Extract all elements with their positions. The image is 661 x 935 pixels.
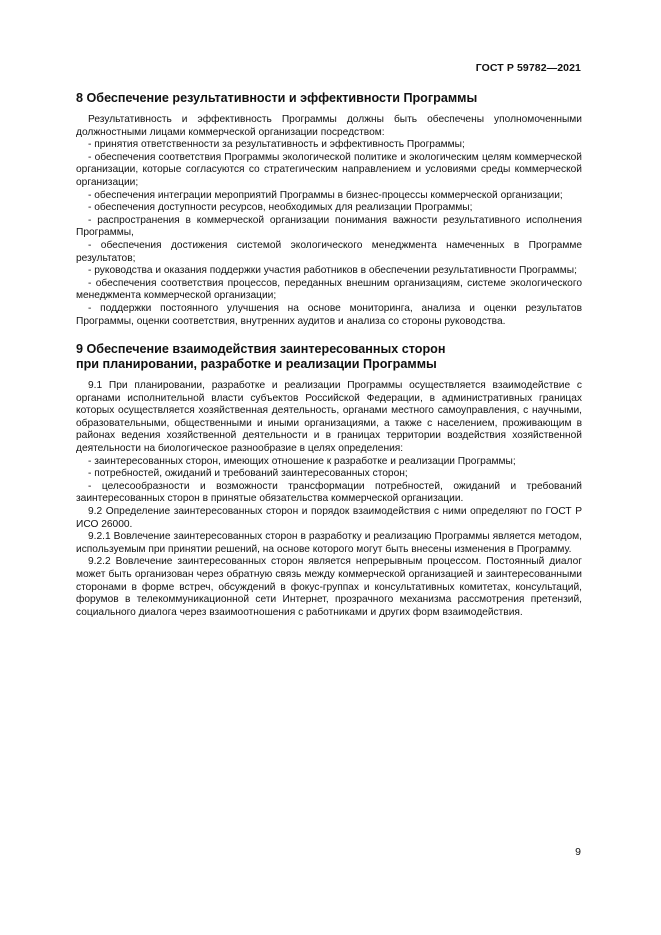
page-number: 9 xyxy=(575,846,581,858)
paragraph: 9.2.1 Вовлечение заинтересованных сторон в разработку и реализацию Программы является методом, используемым при принятии решений, на основе которого могут быть внесены изменения в Программу. xyxy=(76,531,582,555)
section-9-title xyxy=(76,342,582,372)
paragraph: 9.1 При планировании, разработке и реализации Программы осуществляется взаимодействие с органами исполнительной власти субъектов Российской Федерации, в административных границах которых осуществляется хозяйственная деятельность, органами местного самоуправления, с научными, образовательными, общественными и иными организациями, а также с населением, проживающим в районах ведения хозяйственной деятельности и в границах территории воздействия хозяйственной деятельности на биологическое разнообразие в целях определения: xyxy=(76,380,582,455)
list-item: - поддержки постоянного улучшения на основе мониторинга, анализа и оценки результатов Программы, оценки соответствия, внутренних аудитов и анализа со стороны руководства. xyxy=(76,302,582,327)
list-item: - потребностей, ожиданий и требований заинтересованных сторон; xyxy=(88,468,408,480)
list-item: - принятия ответственности за результативность и эффективность Программы; xyxy=(88,139,465,151)
section-9 xyxy=(76,342,582,619)
section-9-title-line-1: 9 Обеспечение взаимодействия заинтересованных сторон xyxy=(76,342,446,357)
list-item: - распространения в коммерческой организации понимания важности результативного исполнения Программы, xyxy=(76,214,582,239)
paragraph: Результативность и эффективность Программы должны быть обеспечены уполномоченными должностными лицами коммерческой организации посредством: xyxy=(76,114,582,138)
list-item: - заинтересованных сторон, имеющих отношение к разработке и реализации Программы; xyxy=(88,455,516,467)
section-9-title-line-2: при планировании, разработке и реализации Программы xyxy=(76,357,437,372)
document-id: ГОСТ Р 59782—2021 xyxy=(475,62,581,74)
list-item: - целесообразности и возможности трансформации потребностей, ожиданий и требований заинтересованных сторон в принятые обязательства коммерческой организации. xyxy=(76,480,582,505)
list-item: - обеспечения интеграции мероприятий Программы в бизнес-процессы коммерческой организации; xyxy=(88,189,563,201)
list-item: - руководства и оказания поддержки участия работников в обеспечении результативности Программы; xyxy=(88,265,577,277)
section-8 xyxy=(76,91,582,328)
section-8-title: 8 Обеспечение результативности и эффективности Программы xyxy=(76,91,478,105)
list-item: - обеспечения соответствия Программы экологической политике и экологическим целям коммерческой организации, которые согласуются со стратегическим направлением и условиями среды коммерческой организации; xyxy=(76,151,582,188)
list-item: - обеспечения соответствия процессов, переданных внешним организациям, системе экологического менеджмента коммерческой организации; xyxy=(76,277,582,302)
paragraph: 9.2 Определение заинтересованных сторон и порядок взаимодействия с ними определяют по ГОСТ Р ИСО 26000. xyxy=(76,506,582,530)
list-item: - обеспечения доступности ресурсов, необходимых для реализации Программы; xyxy=(88,202,473,214)
list-item: - обеспечения достижения системой экологического менеджмента намеченных в Программе результатов; xyxy=(76,239,582,264)
paragraph: 9.2.2 Вовлечение заинтересованных сторон является непрерывным процессом. Постоянный диалог может быть организован через обратную связь между коммерческой организацией и заинтересованными сторонами в форме встреч, обсуждений в фокус-группах и консультативных комитетах, консультаций, форумов в телекоммуникационной сети Интернет, прозрачного механизма рассмотрения претензий, социального диалога через взаимоотношения с работниками и других форм взаимодействия. xyxy=(76,556,582,618)
document-body xyxy=(76,91,582,633)
